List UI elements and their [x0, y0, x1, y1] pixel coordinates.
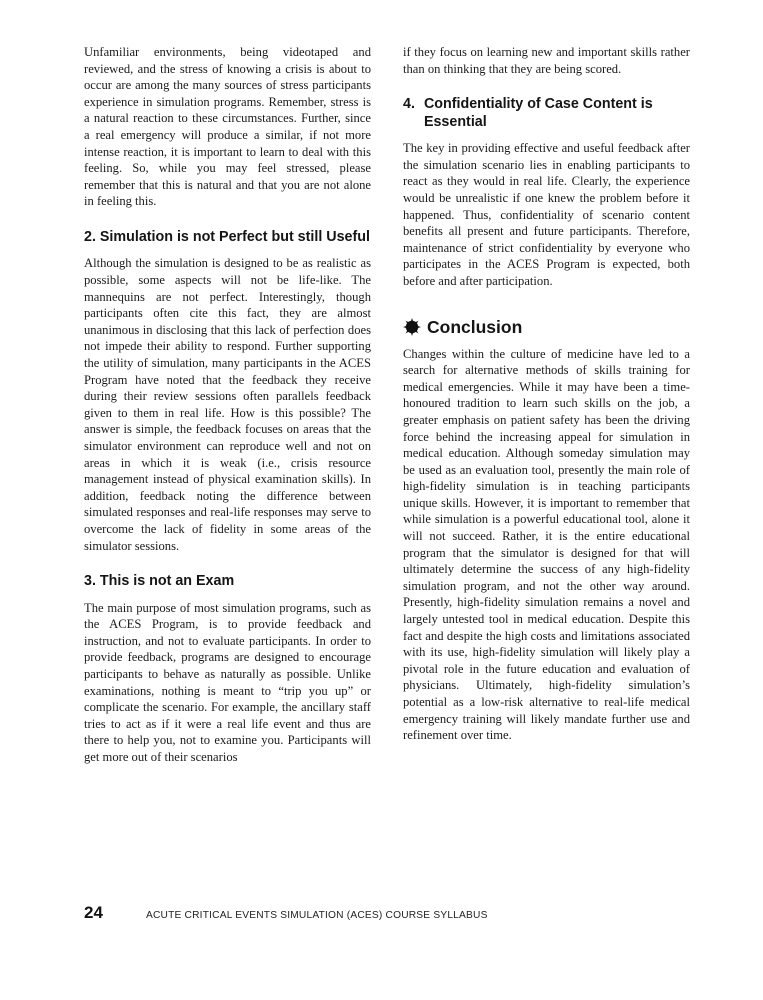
section-4-number: 4. [403, 96, 415, 113]
section-3-paragraph: The main purpose of most simulation programs, such as the ACES Program, is to provide feedback and instruction, and not to evaluate participants. In order to provide feedback, programs are designed to encourage participants to behave as naturally as possible. Unlike examinations, nothing is meant to “trip you up” or complicate the scenario. For example, the ancillary staff tries to act as if it were a real life event and thus are there to help you, not to examine you. Participants will get more out of their scenarios [84, 600, 371, 764]
conclusion-title: Conclusion [427, 316, 523, 337]
conclusion-paragraph: Changes within the culture of medicine have led to a search for alternative methods of skills training for medical emergencies. While it may have been a time-honoured tradition to learn such skills on the job, a greater emphasis on patient safety has been the driving force behind the increasing appeal for simulation in medical education. Although someday simulation may be used as an evaluation tool, presently the main role of high-fidelity simulation is in teaching participants unique skills. However, it is important to remember that while simulation is a powerful educational tool, alone it will not succeed. Rather, it is the entire educational program that the simulator is designed for that will ultimately determine the success of any high-fidelity simulation program, and not the other way around. Presently, high-fidelity simulation remains a novel and largely untested tool in medical education. Despite this fact and despite the high costs and limitations associated with its use, high-fidelity simulation will likely play a pivotal role in the future education and evaluation of physicians. Ultimately, high-fidelity simulation’s potential as a low-risk alternative to real-life medical emergency training will likely mandate further use and refinement over time. [403, 346, 690, 743]
section-4-title: Confidentiality of Case Content is Essential [423, 96, 653, 130]
section-2-heading: 2. Simulation is not Perfect but still Useful [84, 228, 370, 245]
running-title: ACUTE CRITICAL EVENTS SIMULATION (ACES) COURSE SYLLABUS [146, 910, 488, 921]
intro-paragraph: Unfamiliar environments, being videotaped and reviewed, and the stress of knowing a crisis is about to occur are among the many sources of stress participants experience in simulation programs. Remember, stress is a natural reaction to these circumstances. Further, since a real emergency will produce a similar, if not more intense reaction, it is important to learn to deal with this feeling. So, while you may feel stressed, please remember that this is natural and that you are not alone in feeling this. [84, 45, 371, 209]
section-3-heading: 3. This is not an Exam [84, 573, 235, 590]
right-column [403, 44, 690, 744]
section-4-heading [403, 96, 690, 131]
section-2-paragraph: Although the simulation is designed to be as realistic as possible, some aspects will not be life-like. The mannequins are not perfect. Interestingly, though participants often cite this fact, they are almost unanimous in disclosing that this lack of perfection does not impede their ability to respond. Further supporting the utility of simulation, many participants in the ACES Program have noted that the feedback they receive during their review sessions often parallels feedback given to them in real life. How is this possible? The answer is simple, the feedback focuses on areas that the simulator environment can reproduce well and not on areas in which it is weak (i.e., crisis resource management instead of physical examination skills). In addition, feedback noting the difference between simulated responses and real-life responses may serve to overcome the lack of fidelity in some areas of the simulator sessions. [84, 256, 371, 553]
burst-bullet-icon [403, 318, 421, 336]
page-number: 24 [84, 903, 103, 922]
continuation-paragraph: if they focus on learning new and important skills rather than on thinking that they are being scored. [403, 45, 690, 76]
page-footer [84, 903, 488, 923]
left-column [84, 44, 371, 766]
conclusion-heading [403, 316, 690, 338]
section-4-paragraph: The key in providing effective and useful feedback after the simulation scenario lies in enabling participants to react as they would in real life. Clearly, the experience would be unrealistic if one knew the problem before it happened. Thus, confidentiality of scenario content benefits all present and future participants. Therefore, maintenance of strict confidentiality by everyone who participates in the ACES Program is expected, both before and after participation. [403, 141, 690, 288]
